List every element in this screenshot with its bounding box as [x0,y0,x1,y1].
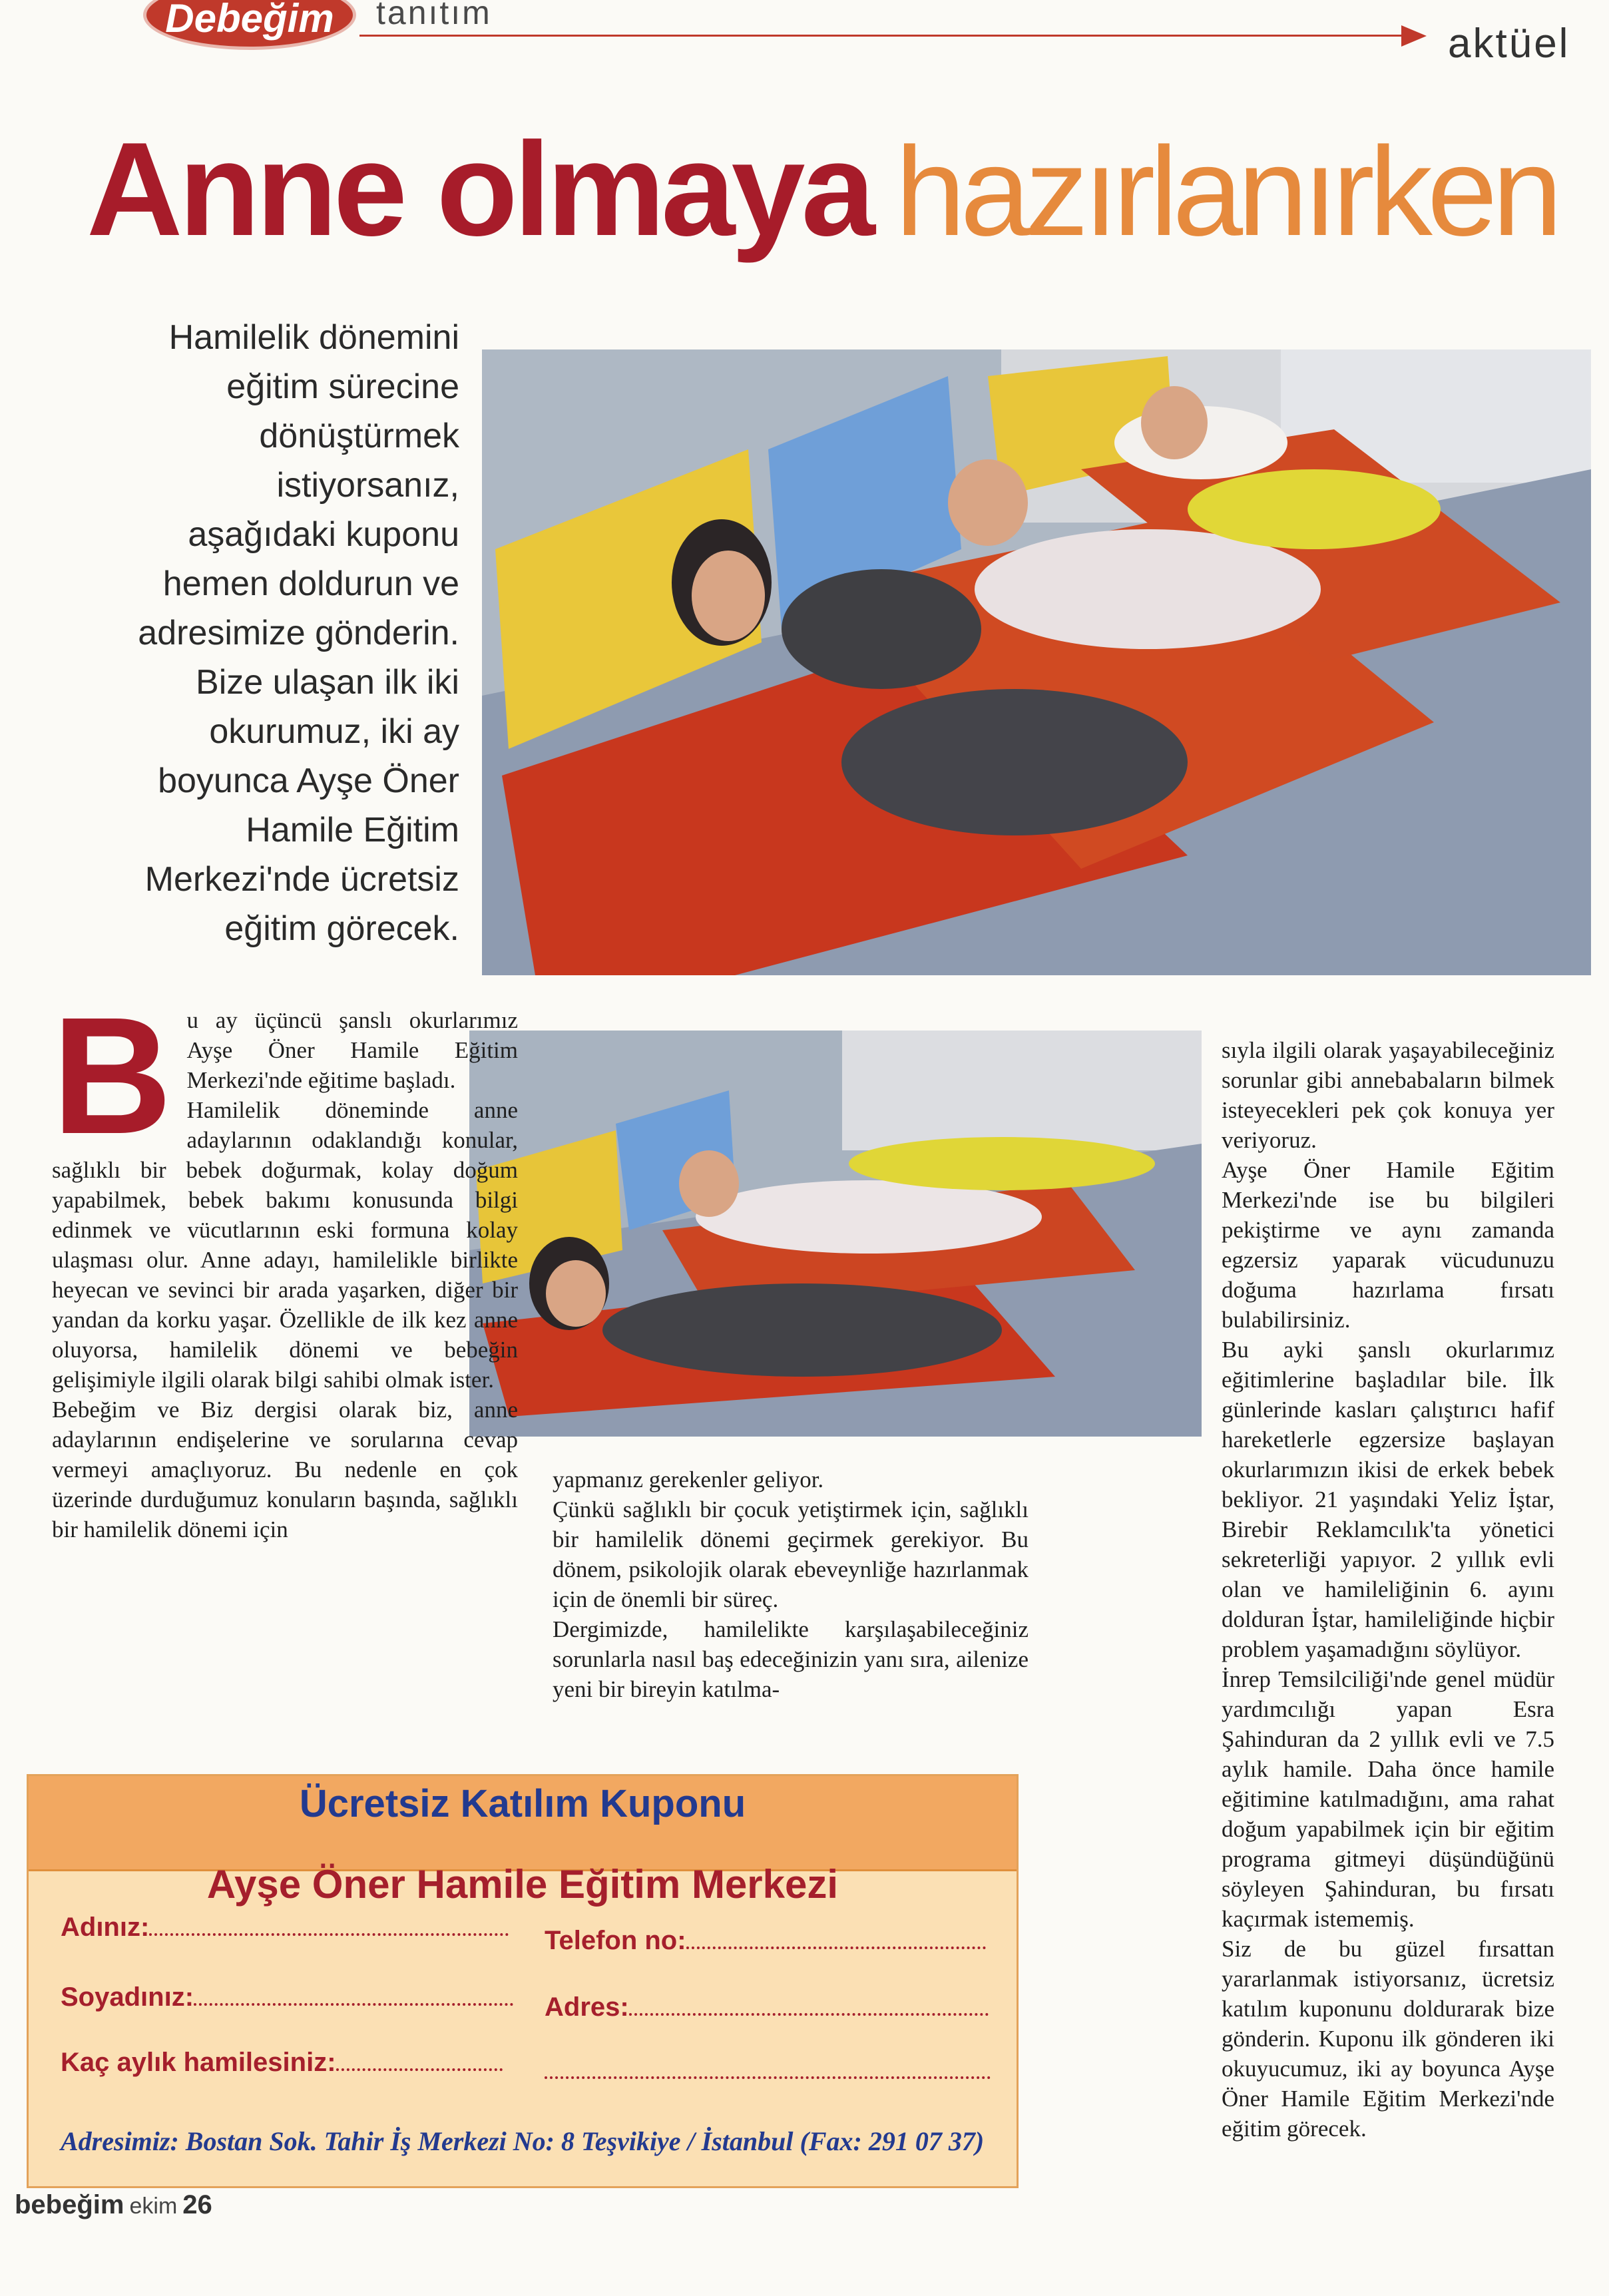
intro-line: Hamilelik dönemini [168,318,459,357]
footer-month: ekim [129,2193,178,2219]
intro-line: boyunca Ayşe Öner [158,762,459,800]
paragraph: Siz de bu güzel fırsattan yararlanmak istiyorsanız, ücretsiz katılım kuponunu doldurarak bize gönderin. Kuponu ilk gönderen iki okuyucumuz, iki ay boyunca Ayşe Öner Hamile Eğitim Merkezi'nde eğitim görecek. [1222,1936,1554,2142]
intro-line: aşağıdaki kuponu [188,515,459,554]
phone-label: Telefon no: [545,1926,686,1955]
intro-line: eğitim görecek. [224,909,459,948]
page-footer [15,2190,212,2220]
name-field[interactable] [61,1913,509,1943]
intro-line: Merkezi'nde ücretsiz [144,860,459,899]
article-column-3 [1222,1035,1554,2144]
paragraph: sıyla ilgili olarak yaşayabileceğiniz sorunlar gibi annebabaların bilmek isteyecekleri pek çok konuya yer veriyoruz. [1222,1037,1554,1153]
intro-line: adresimize gönderin. [138,614,459,652]
footer-brand: bebeğim [15,2190,124,2219]
title-part-2: hazırlanırken [895,121,1558,262]
months-field[interactable] [61,2048,503,2078]
mailing-address: Adresimiz: Bostan Sok. Tahir İş Merkezi No: 8 Teşvikiye / İstanbul (Fax: 291 07 37) [61,2126,985,2156]
photo-exercise-mats-large [482,349,1591,975]
category-label: tanıtım [376,0,492,31]
paragraph: yapmanız gerekenler geliyor. [553,1467,824,1492]
intro-line: Hamile Eğitim [246,811,459,849]
intro-line: Bize ulaşan ilk iki [196,663,459,702]
title-part-1: Anne olmaya [87,115,871,264]
coupon-form [27,1774,1019,2188]
drop-cap: B [52,983,172,1168]
surname-label: Soyadınız: [61,1982,194,2012]
address-label: Adres: [545,1992,629,2022]
photo-exercise-mats-small [469,1031,1202,1437]
name-input-line[interactable] [149,1913,509,1936]
address-field[interactable] [545,1992,989,2022]
phone-input-line[interactable] [686,1927,986,1949]
paragraph: Bebeğim ve Biz dergisi olarak biz, anne adaylarının endişelerine ve sorularına cevap vermeyi amaçlıyoruz. Bu nedenle en çok üzerinde durduğumuz konuların başında, sağlıklı bir hamilelik dönemi için [52,1397,518,1542]
intro-line: hemen doldurun ve [162,565,459,603]
intro-line: eğitim sürecine [226,367,459,406]
intro-line: okurumuz, iki ay [209,712,459,751]
article-column-2 [553,1465,1029,1704]
paragraph: Hamilelik döneminde anne adaylarının odaklandığı konular, sağlıklı bir bebek doğurmak, kolay doğum yapabilmek, bebek bakımı konusunda bilgi edinmek ve vücutlarının eski formuna kolay ulaşması olur. Anne adayı, hamilelikle birlikte heyecan ve sevinci bir arada yaşarken, diğer bir yandan da korku yaşar. Özellikle de ilk kez anne oluyorsa, hamilelik dönemi ve bebeğin gelişimiyle ilgili olarak bilgi sahibi olmak ister. [52,1097,518,1393]
coupon-subtitle: Ayşe Öner Hamile Eğitim Merkezi [206,1862,839,1907]
article-column-1 [52,983,518,1544]
paragraph: Bu ayki şanslı okurlarımız eğitimlerine başladılar bile. İlk günlerinde kasları çalıştırıcı hafif hareketlerle egzersize başlayan okurlarımızın ikisi de erkek bebek bekliyor. 21 yaşındaki Yeliz İştar, Birebir Reklamcılık'ta yönetici sekreterliği yapıyor. 2 yıllık evli olan ve hamileliğinin 6. ayını dolduran İştar, hamileliğinde hiçbir problem yaşamadığını söylüyor. [1222,1337,1554,1662]
months-input-line[interactable] [336,2048,503,2071]
name-label: Adınız: [61,1913,150,1942]
intro-line: dönüştürmek [259,417,459,455]
magazine-logo: Debeğim [143,0,356,50]
address-continued-line[interactable] [545,2056,991,2079]
intro-line: istiyorsanız, [276,466,459,505]
paragraph: İnrep Temsilciliği'nde genel müdür yardımcılığı yapan Esra Şahinduran da 2 yıllık evli ve 7.5 aylık hamile. Daha önce hamile eğitimine katılmadığını, ama rahat doğum yapabilmek için bir eğitim programa gitmeyi düşündüğünü söyleyen Şahinduran, bu fırsatı kaçırmak istememiş. [1222,1666,1554,1932]
coupon-title: Ücretsiz Katılım Kuponu [299,1782,746,1825]
surname-field[interactable] [61,1982,513,2012]
paragraph: Çünkü sağlıklı bir çocuk yetiştirmek için, sağlıklı bir hamilelik dönemi geçirmek gerekiyor. Bu dönem, psikolojik olarak ebeveynliğe hazırlanmak için de önemli bir süreç. [553,1496,1029,1612]
paragraph: u ay üçüncü şanslı okurlarımız Ayşe Öner Hamile Eğitim Merkezi'nde eğitime başladı. [186,1007,518,1093]
header-rule [359,35,1418,37]
article-title [87,113,1557,266]
address-continued-field[interactable] [545,2056,991,2086]
arrow-right-icon [1401,25,1427,47]
section-label: aktüel [1448,21,1570,67]
surname-input-line[interactable] [194,1983,513,2006]
address-input-line[interactable] [629,1993,989,2016]
page-number: 26 [182,2190,212,2219]
phone-field[interactable] [545,1926,986,1956]
paragraph: Dergimizde, hamilelikte karşılaşabileceğiniz sorunlarla nasıl baş edeceğinizin yanı sıra, ailenize yeni bir bireyin katılma- [553,1616,1029,1702]
months-label: Kaç aylık hamilesiniz: [61,2048,336,2077]
intro-paragraph [53,313,459,953]
paragraph: Ayşe Öner Hamile Eğitim Merkezi'nde ise bu bilgileri pekiştirme ve aynı zamanda egzersiz yaparak vücudunuzu doğuma hazırlama fırsatı bulabilirsiniz. [1222,1157,1554,1333]
